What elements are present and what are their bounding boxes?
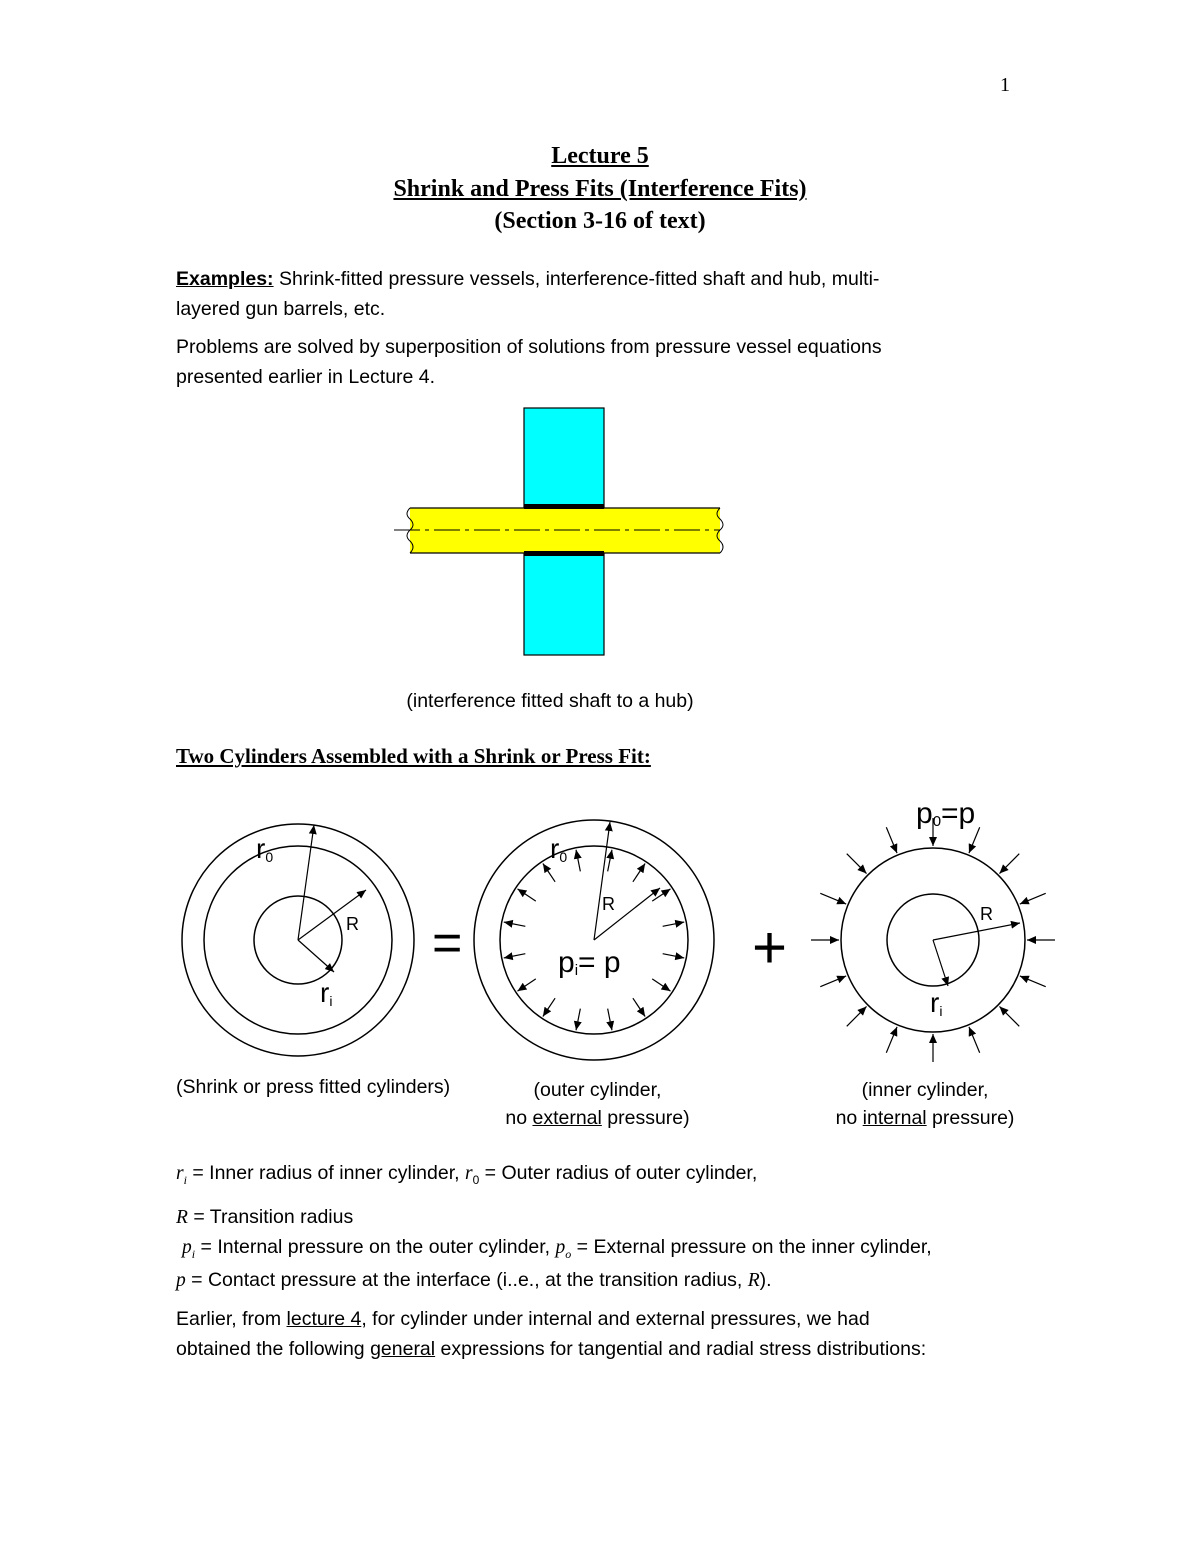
- external-pressure-arrow: [820, 893, 846, 904]
- R-label-right: R: [980, 904, 993, 924]
- shaft-hub-figure: [380, 400, 740, 665]
- internal-pressure-arrow: [652, 889, 670, 901]
- internal-pressure-arrow: [652, 979, 670, 991]
- examples-paragraph: [176, 264, 976, 324]
- internal-pressure-arrow: [608, 1009, 612, 1031]
- section-reference: (Section 3-16 of text): [494, 208, 706, 234]
- R-label-mid: R: [602, 894, 615, 914]
- pi-label: pi= p: [558, 946, 621, 979]
- lecture-title: Lecture 5: [551, 143, 649, 169]
- definition-pressures: $p_i$ = Internal pressure on the outer cylinder, $p_o$ = External pressure on the inner cylinder,: [182, 1236, 932, 1261]
- caption-outer-cylinder: (outer cylinder, no external pressure): [505, 1079, 690, 1129]
- external-pressure-arrow: [886, 1027, 897, 1053]
- lecture-4-reference: lecture 4: [286, 1308, 362, 1330]
- internal-pressure-arrow: [633, 998, 645, 1016]
- internal-pressure-arrow: [576, 850, 580, 872]
- caption-inner-1: (inner cylinder,: [861, 1079, 989, 1101]
- external-pressure-arrow: [886, 827, 897, 853]
- definition-transition-radius: R = Transition radius: [176, 1206, 354, 1228]
- internal-pressure-arrow: [504, 922, 526, 926]
- examples-text-2: layered gun barrels, etc.: [176, 298, 386, 320]
- internal-pressure-arrow: [543, 864, 555, 882]
- section-heading: Two Cylinders Assembled with a Shrink or Press Fit:: [176, 744, 651, 768]
- ri-label-right: ri: [930, 987, 943, 1019]
- lecture-subtitle: Shrink and Press Fits (Interference Fits): [393, 176, 807, 202]
- examples-label: Examples:: [176, 268, 274, 290]
- internal-pressure-arrow: [663, 922, 685, 926]
- caption-assembled: (Shrink or press fitted cylinders): [176, 1076, 451, 1098]
- external-pressure-arrow: [999, 854, 1019, 874]
- caption-inner-cylinder: (inner cylinder, no internal pressure): [835, 1079, 1015, 1129]
- external-pressure-arrow: [969, 1027, 980, 1053]
- external-pressure-arrow: [847, 854, 867, 874]
- inner-cylinder: [811, 797, 1055, 1062]
- external-pressure-arrow: [1020, 976, 1046, 987]
- problems-text-1: Problems are solved by superposition of solutions from pressure vessel equations: [176, 336, 882, 358]
- interface-lower: [524, 551, 604, 556]
- cylinders-figure: [170, 790, 1060, 1070]
- figure1-caption: (interference fitted shaft to a hub): [406, 690, 694, 712]
- hub-upper: [524, 408, 604, 508]
- outer-cylinder: [474, 820, 714, 1060]
- external-pressure-arrow: [969, 827, 980, 853]
- internal-pressure-arrow: [663, 954, 685, 958]
- internal-pressure-arrow: [504, 954, 526, 958]
- earlier-paragraph: Earlier, from lecture 4, for cylinder under internal and external pressures, we had obtained the following general expressions for tangential and radial stress distributions:: [176, 1308, 927, 1360]
- hub-lower: [524, 553, 604, 655]
- page-number: 1: [1000, 74, 1010, 96]
- ro-label-mid: r0: [550, 833, 568, 865]
- external-pressure-arrow: [999, 1006, 1019, 1026]
- internal-pressure-arrow: [633, 864, 645, 882]
- external-pressure-arrow: [1020, 893, 1046, 904]
- caption-outer-external: external: [532, 1107, 602, 1129]
- internal-pressure-arrow: [518, 889, 536, 901]
- caption-outer-1: (outer cylinder,: [533, 1079, 662, 1101]
- plus-sign: +: [752, 914, 788, 981]
- equals-sign: =: [432, 914, 463, 972]
- ro-label: r0: [256, 833, 274, 865]
- assembled-cylinders: [182, 824, 414, 1056]
- definition-radii: $r_i$ = Inner radius of inner cylinder, $r_0$ = Outer radius of outer cylinder,: [176, 1162, 758, 1187]
- internal-pressure-arrow: [543, 998, 555, 1016]
- internal-pressure-arrow: [576, 1009, 580, 1031]
- R-label: R: [346, 914, 359, 934]
- examples-text-1: Shrink-fitted pressure vessels, interference-fitted shaft and hub, multi-: [273, 268, 880, 290]
- internal-pressure-arrow: [518, 979, 536, 991]
- definition-contact-pressure: p = Contact pressure at the interface (i..e., at the transition radius, R).: [176, 1269, 772, 1291]
- interface-upper: [524, 504, 604, 509]
- caption-inner-internal: internal: [862, 1107, 927, 1129]
- po-label: p0=p: [916, 797, 976, 830]
- problems-text-2: presented earlier in Lecture 4.: [176, 366, 436, 388]
- ri-label: ri: [320, 977, 333, 1009]
- problems-paragraph: [176, 332, 976, 392]
- external-pressure-arrow: [847, 1006, 867, 1026]
- external-pressure-arrow: [820, 976, 846, 987]
- internal-pressure-arrow: [608, 850, 612, 872]
